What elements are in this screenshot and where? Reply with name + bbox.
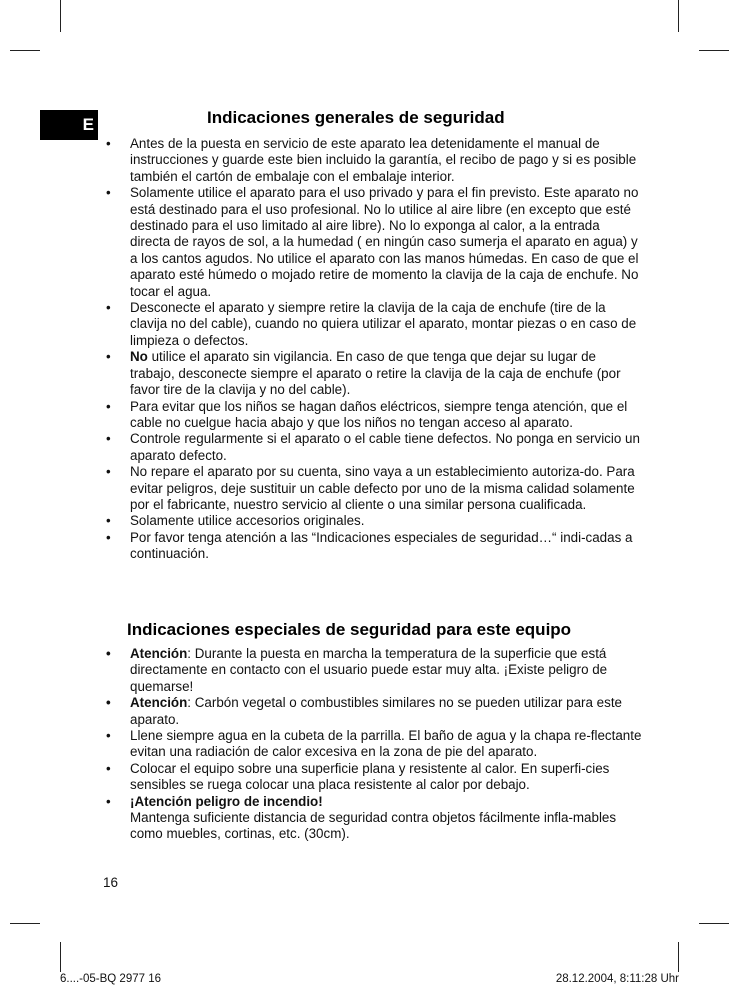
general-safety-list xyxy=(103,136,643,563)
list-item-text: Desconecte el aparato y siempre retire la clavija de la caja de enchufe (tire de la clavija no del cable), cuando no quiera utilizar el aparato, montar piezas o en caso de limpieza o defectos. xyxy=(130,300,637,348)
list-item xyxy=(103,136,643,185)
list-item-text: No repare el aparato por su cuenta, sino vaya a un establecimiento autoriza-do. Para evitar peligros, deje sustituir un cable defecto por uno de la misma calidad solamente por el fabricante, nuestro servicio al cliente o una similar persona cualificada. xyxy=(130,464,635,512)
crop-mark xyxy=(10,923,40,924)
list-item-text: Controle regularmente si el aparato o el cable tiene defectos. No ponga en servicio un aparato defecto. xyxy=(130,431,640,463)
section-general-title: Indicaciones generales de seguridad xyxy=(207,108,505,127)
list-item xyxy=(103,695,643,728)
list-item xyxy=(103,349,643,398)
section-special-title: Indicaciones especiales de seguridad para este equipo xyxy=(127,620,572,639)
footer-file-info: 6....-05-BQ 2977 16 xyxy=(60,973,162,985)
list-item xyxy=(103,185,643,300)
list-item-emphasis: Atención xyxy=(130,646,188,661)
page-number: 16 xyxy=(103,875,119,890)
list-item-emphasis: ¡Atención peligro de incendio! xyxy=(130,793,323,809)
list-item xyxy=(103,513,643,529)
list-item-text: Para evitar que los niños se hagan daños eléctricos, siempre tenga atención, que el cable no cuelgue hacia abajo y que los niños no tengan acceso al aparato. xyxy=(130,398,628,430)
list-item xyxy=(103,300,643,349)
list-item xyxy=(103,761,643,794)
list-item-text: : Carbón vegetal o combustibles similares no se pueden utilizar para este aparato. xyxy=(130,695,622,727)
list-item-text: : Durante la puesta en marcha la temperatura de la superficie que está directamente en contacto con el usuario puede estar muy alta. ¡Existe peligro de quemarse! xyxy=(130,646,608,694)
crop-mark xyxy=(10,50,40,51)
list-item-emphasis: No xyxy=(130,349,148,365)
list-item-emphasis: Atención xyxy=(130,695,188,711)
footer-timestamp: 28.12.2004, 8:11:28 Uhr xyxy=(555,973,679,985)
list-item xyxy=(103,464,643,513)
list-item-text: Por favor tenga atención a las “Indicaciones especiales de seguridad…“ indi-cadas a continuación. xyxy=(130,529,633,562)
crop-mark xyxy=(699,923,729,924)
list-item-text: Llene siempre agua en la cubeta de la parrilla. El baño de agua y la chapa re-flectante evitan una radiación de calor excesiva en la zona de pie del aparato. xyxy=(130,728,642,760)
list-item-text: Solamente utilice el aparato para el uso privado y para el fin previsto. Este aparato no está destinado para el uso profesional. No lo utilice al aire libre (en excepto que esté destinado para el uso limitado al aire libre). No lo exponga al calor, a la entrada directa de rayos de sol, a la humedad ( en ningún caso sumerja el aparato en agua) y a los cantos agudos. No utilice el aparato con las manos húmedas. En caso de que el aparato esté húmedo o mojado retire de momento la clavija de la caja de enchufe. No tocar el agua. xyxy=(130,185,639,299)
crop-mark xyxy=(60,0,61,32)
crop-mark xyxy=(60,942,61,972)
crop-mark xyxy=(678,942,679,972)
list-item-text: Solamente utilice accesorios originales. xyxy=(130,513,365,529)
list-item xyxy=(103,794,643,843)
list-item xyxy=(103,728,643,761)
special-safety-list xyxy=(103,646,643,843)
crop-mark xyxy=(699,50,729,51)
list-item-text: Mantenga suficiente distancia de seguridad contra objetos fácilmente infla-mables como muebles, cortinas, etc. (30cm). xyxy=(130,810,617,842)
list-item xyxy=(103,399,643,432)
list-item xyxy=(103,530,643,563)
list-item-text: Colocar el equipo sobre una superficie plana y resistente al calor. En superfi-cies sensibles se ruega colocar una placa resistente al calor por debajo. xyxy=(130,760,610,793)
list-item xyxy=(103,431,643,464)
list-item-text: utilice el aparato sin vigilancia. En caso de que tenga que dejar su lugar de trabajo, desconecte siempre el aparato o retire la clavija de la caja de enchufe (por favor tire de la clavija y no del cable). xyxy=(130,349,621,398)
list-item-text: Antes de la puesta en servicio de este aparato lea detenidamente el manual de instrucciones y guarde este bien incluido la garantía, el recibo de pago y si es posible también el cartón de embalaje con el embalaje interior. xyxy=(130,136,637,184)
list-item xyxy=(103,646,643,695)
language-tab: E xyxy=(40,110,98,140)
crop-mark xyxy=(678,0,679,32)
